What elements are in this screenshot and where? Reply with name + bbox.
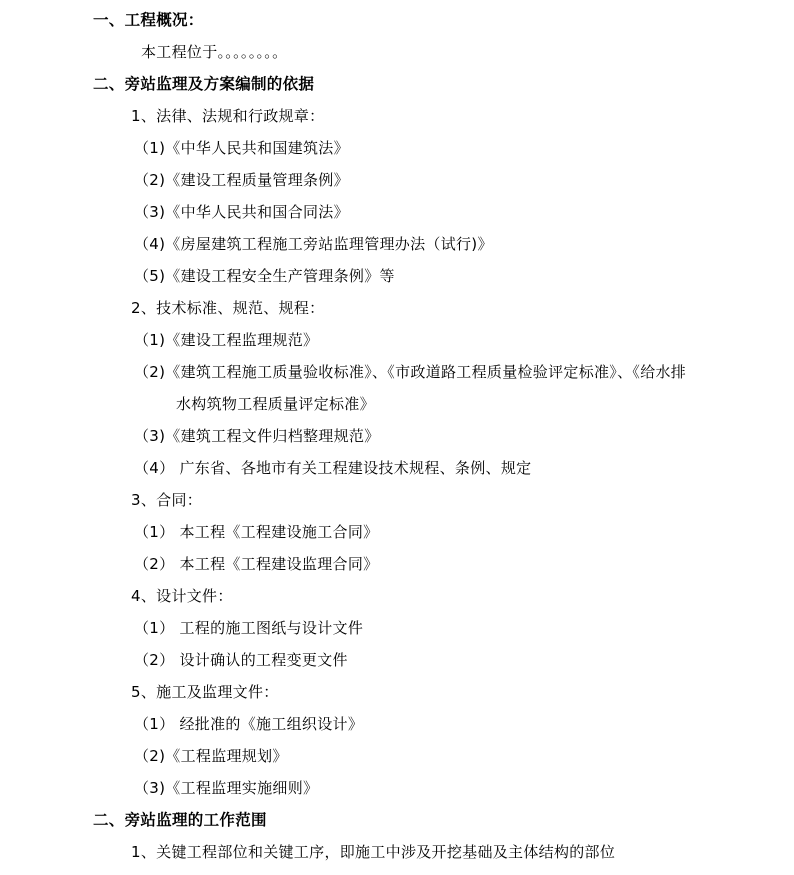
list-item: （5)《建设工程安全生产管理条例》等 [134,267,395,285]
list-item: （2)《建设工程质量管理条例》 [134,171,349,189]
list-item: （1） 经批准的《施工组织设计》 [134,715,364,733]
list-item: （3)《中华人民共和国合同法》 [134,203,349,221]
list-item-continuation: 水构筑物工程质量评定标准》 [176,395,375,413]
list-item: （1） 本工程《工程建设施工合同》 [134,523,379,541]
list-item: （4） 广东省、各地市有关工程建设技术规程、条例、规定 [134,459,532,477]
section-heading-scope: 二、旁站监理的工作范围 [93,811,267,829]
list-item: （1)《中华人民共和国建筑法》 [134,139,349,157]
list-item: （3)《工程监理实施细则》 [134,779,319,797]
list-item: （2） 本工程《工程建设监理合同》 [134,555,379,573]
section-heading-basis: 二、旁站监理及方案编制的依据 [93,75,315,93]
list-item: （2)《建筑工程施工质量验收标准》、《市政道路工程质量检验评定标准》、《给水排 [134,363,687,381]
list-item: （1)《建设工程监理规范》 [134,331,319,349]
list-item: （2)《工程监理规划》 [134,747,288,765]
paragraph-scope-item: 1、关键工程部位和关键工序，即施工中涉及开挖基础及主体结构的部位 [131,843,616,861]
list-item: （4)《房屋建筑工程施工旁站监理管理办法（试行)》 [134,235,493,253]
subheading-construction-documents: 5、施工及监理文件： [131,683,279,701]
subheading-laws: 1、法律、法规和行政规章： [131,107,325,125]
paragraph-project-location: 本工程位于。。。。。。。。 [141,43,288,61]
list-item: （2） 设计确认的工程变更文件 [134,651,348,669]
section-heading-overview: 一、工程概况： [93,11,204,29]
subheading-standards: 2、技术标准、规范、规程： [131,299,325,317]
list-item: （1） 工程的施工图纸与设计文件 [134,619,364,637]
subheading-design-documents: 4、设计文件： [131,587,233,605]
subheading-contracts: 3、合同： [131,491,203,509]
list-item: （3)《建筑工程文件归档整理规范》 [134,427,380,445]
